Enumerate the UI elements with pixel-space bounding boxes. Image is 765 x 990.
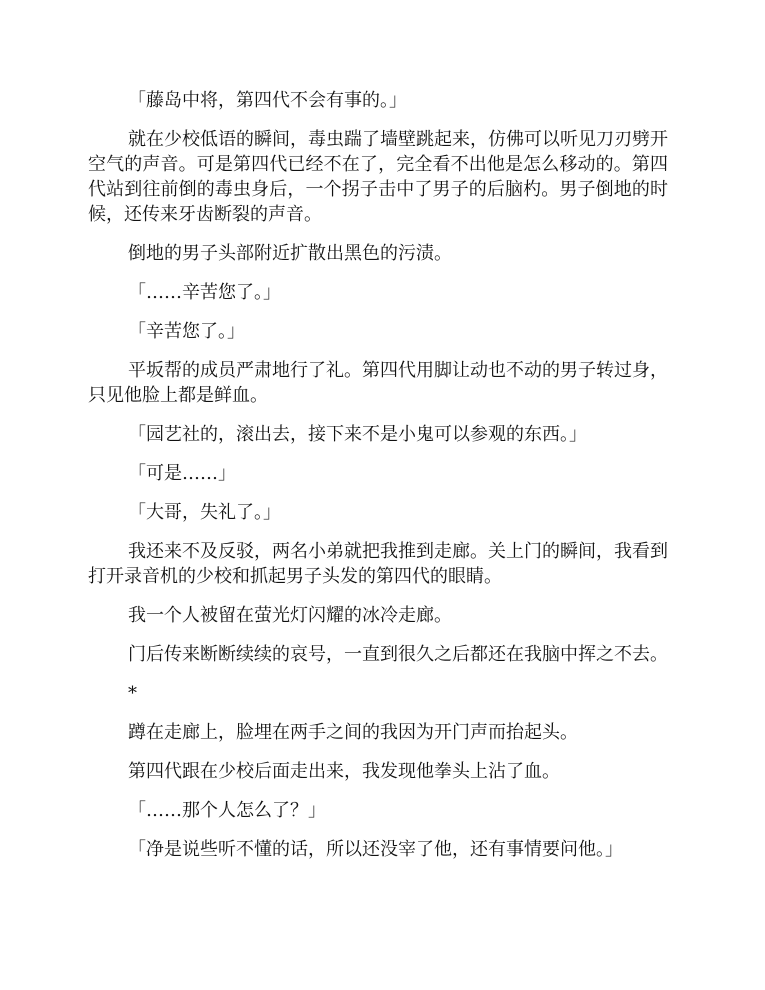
paragraph: 蹲在走廊上，脸埋在两手之间的我因为开门声而抬起头。 <box>128 722 578 743</box>
paragraph: 就在少校低语的瞬间，毒虫踹了墙壁跳起来，仿佛可以听见刀刃劈开空气的声音。可是第四代已经不在了，完全看不出他是怎么移动的。第四代站到往前倒的毒虫身后，一个拐子击中了男子的后脑杓。男子倒地的时候，还传来牙齿断裂的声音。 <box>88 129 668 225</box>
paragraph: 「园艺社的，滚出去，接下来不是小鬼可以参观的东西。」 <box>128 424 587 445</box>
paragraph: 「可是……」 <box>128 463 236 484</box>
paragraph: 第四代跟在少校后面走出来，我发现他拳头上沾了血。 <box>128 761 560 782</box>
paragraph: 我还来不及反驳，两名小弟就把我推到走廊。关上门的瞬间，我看到打开录音机的少校和抓起男子头发的第四代的眼睛。 <box>88 541 668 587</box>
paragraph: 「藤岛中将，第四代不会有事的。」 <box>128 90 407 111</box>
paragraph: 平坂帮的成员严肃地行了礼。第四代用脚让动也不动的男子转过身，只见他脸上都是鲜血。 <box>88 360 668 406</box>
scene-break: * <box>128 683 137 704</box>
paragraph: 「辛苦您了。」 <box>128 321 245 342</box>
paragraph: 倒地的男子头部附近扩散出黑色的污渍。 <box>128 243 452 264</box>
paragraph: 「大哥，失礼了。」 <box>128 502 281 523</box>
paragraph: 「……辛苦您了。」 <box>128 282 281 303</box>
paragraph: 我一个人被留在萤光灯闪耀的冰冷走廊。 <box>128 605 452 626</box>
paragraph: 门后传来断断续续的哀号，一直到很久之后都还在我脑中挥之不去。 <box>128 644 668 665</box>
document-page <box>88 88 668 876</box>
paragraph: 「净是说些听不懂的话，所以还没宰了他，还有事情要问他。」 <box>128 839 623 860</box>
paragraph: 「……那个人怎么了？」 <box>128 800 326 821</box>
